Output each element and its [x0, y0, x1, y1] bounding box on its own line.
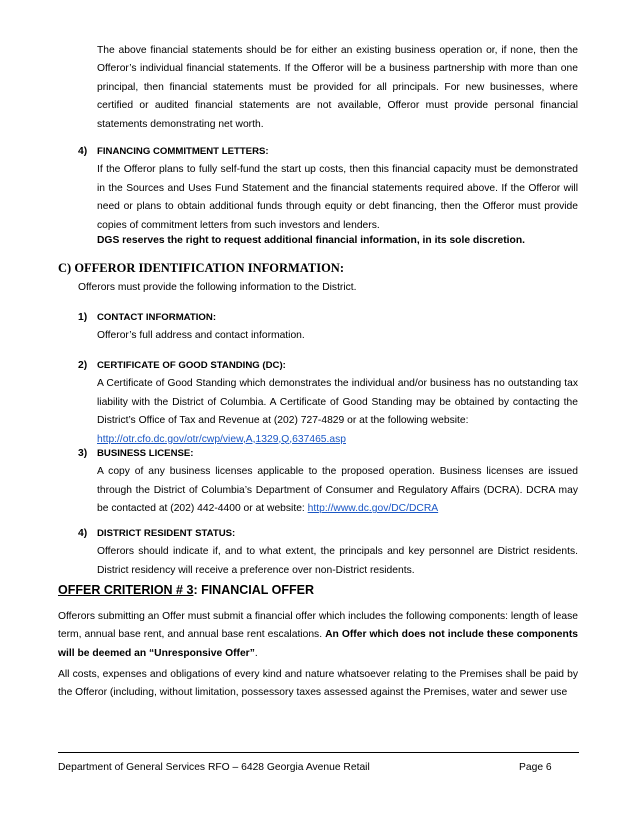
financing-item — [97, 143, 578, 235]
dcra-website-link[interactable]: http://www.dc.gov/DC/DCRA — [307, 503, 439, 515]
resident-status-item — [97, 525, 578, 580]
certificate-body: A Certificate of Good Standing which demonstrates the individual and/or business has no outstanding tax liability with the District of Columbia. A Certificate of Good Standing may be obtained by contacting the District’s Office of Tax and Revenue at (202) 727-4829 or at the following website: — [97, 378, 578, 427]
certificate-title: CERTIFICATE OF GOOD STANDING (DC): — [97, 360, 286, 371]
criterion-heading-rest: : FINANCIAL OFFER — [193, 583, 315, 597]
financing-number: 4) — [78, 146, 88, 157]
contact-info-body: Offeror’s full address and contact information. — [97, 330, 305, 342]
business-license-body: A copy of any business licenses applicable to the proposed operation. Business licenses are issued through the District of Columbia’s Department of Consumer and Regulatory Affairs (DCRA). DCRA may be contacted at (202) 442-4400 or at website: — [97, 466, 578, 515]
criterion-para1-end: . — [254, 647, 258, 659]
otr-website-link[interactable]: http://otr.cfo.dc.gov/otr/cwp/view,A,1329,Q,637465.asp — [97, 433, 346, 445]
financing-body: If the Offeror plans to fully self-fund the start up costs, then this financial capacity must be demonstrated in the Sources and Uses Fund Statement and the financial statements required above. If the Offeror will need or plans to obtain additional funds through equity or debt financing, then the Offeror must provide copies of commitment letters from such investors and lenders. — [97, 164, 578, 231]
contact-info-item — [97, 309, 578, 346]
footer-divider — [58, 752, 579, 753]
page-number: Page 6 — [519, 762, 552, 773]
item-number: 4) — [78, 528, 88, 539]
resident-status-title: DISTRICT RESIDENT STATUS: — [97, 528, 236, 539]
criterion-para1-text: Offerors submitting an Offer must submit a financial offer which includes the following components: length of lease term, annual base rent, and annual base rent escalations. — [58, 611, 578, 641]
section-c-heading: C) OFFEROR IDENTIFICATION INFORMATION: — [58, 261, 344, 275]
contact-info-title: CONTACT INFORMATION: — [97, 312, 217, 323]
financing-title: FINANCING COMMITMENT LETTERS: — [97, 146, 269, 157]
item-number: 1) — [78, 312, 88, 323]
footer-title: Department of General Services RFO – 6428 Georgia Avenue Retail — [58, 762, 370, 773]
section-c-intro: Offerors must provide the following information to the District. — [78, 282, 357, 293]
item-number: 2) — [78, 360, 88, 371]
criterion-heading-underlined: OFFER CRITERION # 3 — [58, 583, 194, 597]
item-number: 3) — [78, 448, 88, 459]
intro-paragraph: The above financial statements should be for either an existing business operation or, if none, then the Offeror’s individual financial statements. If the Offeror will be a business partnership with more than one principal, then financial statements must be provided for all principals. For new businesses, where certified or audited financial statements are not available, Offeror must provide personal financial statements demonstrating net worth. — [97, 45, 578, 130]
criterion-paragraph-1 — [58, 608, 578, 663]
resident-status-body: Offerors should indicate if, and to what extent, the principals and key personnel are District residents. District residency will receive a preference over non-District residents. — [97, 546, 578, 576]
dgs-reserve-note: DGS reserves the right to request additional financial information, in its sole discretion. — [97, 235, 525, 246]
criterion-paragraph-2: All costs, expenses and obligations of every kind and nature whatsoever relating to the Premises shall be paid by the Offeror (including, without limitation, possessory taxes assessed against the Premises, water and sewer use — [58, 669, 578, 699]
certificate-item — [97, 357, 578, 449]
business-license-item — [97, 445, 578, 519]
criterion-heading — [58, 581, 314, 599]
unresponsive-offer-note: An Offer which does not include these components will be deemed an “Unresponsive Offer” — [58, 629, 578, 659]
business-license-title: BUSINESS LICENSE: — [97, 448, 194, 459]
